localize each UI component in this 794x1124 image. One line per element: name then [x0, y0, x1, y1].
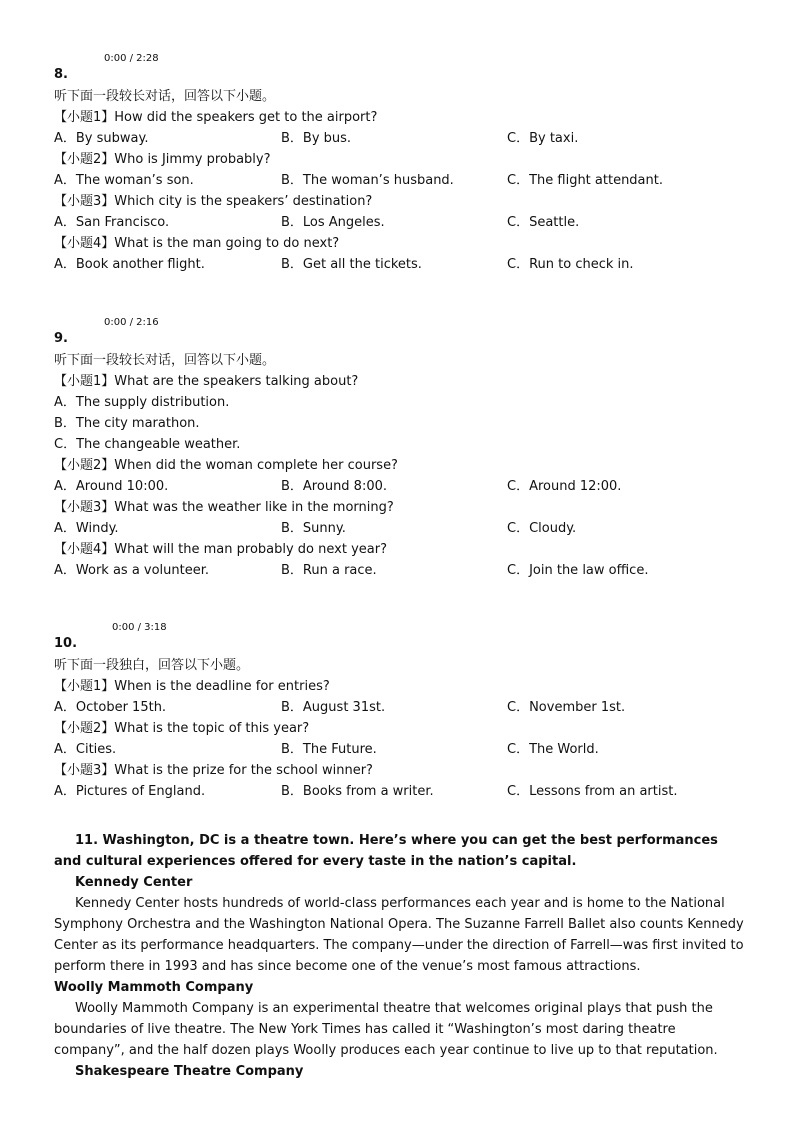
q8-sub1-options [54, 128, 744, 149]
option-b: B．Around 8:00. [281, 479, 388, 494]
option-a: A．Book another flight. [54, 257, 205, 272]
q10-instruction: 听下面一段独白，回答以下小题。 [54, 658, 250, 673]
option-c: C．Join the law office. [507, 563, 649, 578]
option-b: B．Sunny. [281, 521, 346, 536]
option-c: C．By taxi. [507, 131, 579, 146]
option-c: C．Around 12:00. [507, 479, 622, 494]
question-number-8: 8. [54, 67, 68, 82]
option-c: C．November 1st. [507, 700, 626, 715]
q9-sub2-options [54, 476, 744, 497]
q9-sub4-options [54, 560, 744, 581]
option-a: A．By subway. [54, 131, 149, 146]
option-a: A．The woman’s son. [54, 173, 194, 188]
option-b: B．Run a race. [281, 563, 377, 578]
q9-sub1-option-a: A．The supply distribution. [54, 395, 230, 410]
q10-sub2-question: 【小题2】What is the topic of this year? [54, 721, 310, 736]
kennedy-center-text: Kennedy Center hosts hundreds of world-class performances each year and is home to the National Symphony Orchestra and the Washington National Opera. The Suzanne Farrell Ballet also counts Kennedy Center as its performance headquarters. The company—under the direction of Farrell—was first invited to perform there in 1993 and has since become one of the venue’s most famous attractions. [54, 896, 744, 974]
q8-instruction: 听下面一段较长对话，回答以下小题。 [54, 89, 276, 104]
q10-sub1-question: 【小题1】When is the deadline for entries? [54, 679, 330, 694]
option-b: B．The Future. [281, 742, 377, 757]
question-number-10: 10. [54, 636, 78, 651]
q10-sub3-options [54, 781, 744, 802]
q9-instruction: 听下面一段较长对话，回答以下小题。 [54, 353, 276, 368]
q8-sub3-question: 【小题3】Which city is the speakers’ destination? [54, 194, 373, 209]
option-b: B．Los Angeles. [281, 215, 385, 230]
option-c: C．Cloudy. [507, 521, 577, 536]
q8-sub3-options [54, 212, 744, 233]
question-number-9: 9. [54, 331, 68, 346]
option-a: A．Around 10:00. [54, 479, 169, 494]
option-a: A．Work as a volunteer. [54, 563, 210, 578]
audio-time-q8[interactable]: 0:00 / 2:28 [104, 53, 159, 64]
audio-time-q10[interactable]: 0:00 / 3:18 [112, 622, 167, 633]
q10-sub3-question: 【小题3】What is the prize for the school winner? [54, 763, 373, 778]
option-a: A．Pictures of England. [54, 784, 206, 799]
q8-sub1-question: 【小题1】How did the speakers get to the airport? [54, 110, 378, 125]
q8-sub4-options [54, 254, 744, 275]
q9-sub1-option-b: B．The city marathon. [54, 416, 200, 431]
option-b: B．By bus. [281, 131, 352, 146]
shakespeare-theatre-title: Shakespeare Theatre Company [75, 1064, 304, 1079]
option-c: C．The World. [507, 742, 599, 757]
q9-sub1-question: 【小题1】What are the speakers talking about? [54, 374, 359, 389]
option-b: B．Books from a writer. [281, 784, 434, 799]
kennedy-center-title: Kennedy Center [75, 875, 193, 890]
option-c: C．Run to check in. [507, 257, 634, 272]
q9-sub3-options [54, 518, 744, 539]
option-a: A．Windy. [54, 521, 119, 536]
q8-sub2-options [54, 170, 744, 191]
option-c: C．Seattle. [507, 215, 580, 230]
option-c: C．Lessons from an artist. [507, 784, 678, 799]
option-a: A．San Francisco. [54, 215, 170, 230]
audio-time-q9[interactable]: 0:00 / 2:16 [104, 317, 159, 328]
option-a: A．October 15th. [54, 700, 167, 715]
option-b: B．Get all the tickets. [281, 257, 422, 272]
woolly-mammoth-title: Woolly Mammoth Company [54, 980, 254, 995]
q11-heading: 11. Washington, DC is a theatre town. Here’s where you can get the best performances and cultural experiences offered for every taste in the nation’s capital. [54, 833, 718, 869]
option-b: B．The woman’s husband. [281, 173, 454, 188]
q9-sub4-question: 【小题4】What will the man probably do next year? [54, 542, 387, 557]
option-b: B．August 31st. [281, 700, 386, 715]
option-a: A．Cities. [54, 742, 117, 757]
option-c: C．The flight attendant. [507, 173, 663, 188]
q9-sub2-question: 【小题2】When did the woman complete her course? [54, 458, 398, 473]
q8-sub2-question: 【小题2】Who is Jimmy probably? [54, 152, 271, 167]
woolly-mammoth-text: Woolly Mammoth Company is an experimental theatre that welcomes original plays that push the boundaries of live theatre. The New York Times has called it “Washington’s most daring theatre company”, and the half dozen plays Woolly produces each year continue to live up to that reputation. [54, 1001, 718, 1058]
q10-sub1-options [54, 697, 744, 718]
q9-sub1-option-c: C．The changeable weather. [54, 437, 241, 452]
q9-sub3-question: 【小题3】What was the weather like in the morning? [54, 500, 394, 515]
q10-sub2-options [54, 739, 744, 760]
q8-sub4-question: 【小题4】What is the man going to do next? [54, 236, 340, 251]
